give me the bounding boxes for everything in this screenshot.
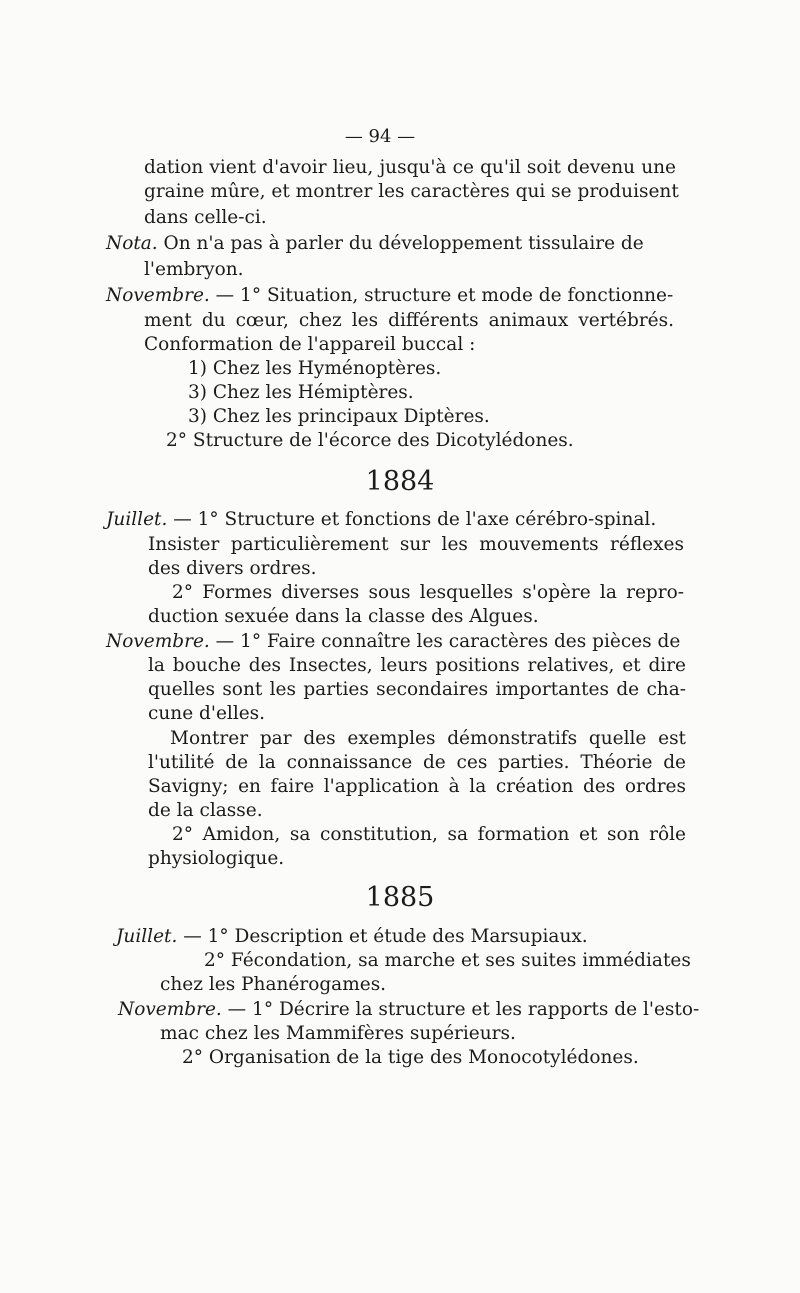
text-line: Conformation de l'appareil buccal : bbox=[144, 334, 476, 355]
year-heading: 1885 bbox=[365, 882, 435, 913]
text-line: l'embryon. bbox=[144, 259, 244, 280]
text-line: 2° Amidon, sa constitution, sa formation et son rôle bbox=[172, 824, 686, 845]
line-text: — 1° Structure et fonctions de l'axe cérébro-spinal. bbox=[167, 509, 657, 530]
text-line: ment du cœur, chez les différents animaux vertébrés. bbox=[144, 310, 674, 331]
text-line: de la classe. bbox=[148, 800, 263, 821]
line-text: — 1° Décrire la structure et les rapports de l'esto- bbox=[221, 999, 700, 1020]
line-lead: Juillet. bbox=[116, 926, 178, 947]
text-line: graine mûre, et montrer les caractères qui se produisent bbox=[144, 181, 679, 202]
line-text: On n'a pas à parler du développement tissulaire de bbox=[157, 233, 644, 254]
text-line: l'utilité de la connaissance de ces parties. Théorie de bbox=[148, 752, 686, 773]
text-line: 2° Organisation de la tige des Monocotylédones. bbox=[182, 1047, 639, 1068]
section-line bbox=[116, 925, 588, 949]
line-text: — 1° Description et étude des Marsupiaux. bbox=[177, 926, 588, 947]
page-number: — 94 — bbox=[344, 126, 416, 147]
line-lead: Novembre. bbox=[106, 285, 210, 306]
text-line: dans celle-ci. bbox=[144, 207, 267, 228]
line-lead: Juillet. bbox=[106, 509, 168, 530]
text-line: 2° Formes diverses sous lesquelles s'opère la repro- bbox=[172, 582, 684, 603]
text-line: quelles sont les parties secondaires importantes de cha- bbox=[148, 679, 686, 700]
section-line bbox=[106, 284, 673, 308]
section-line bbox=[106, 508, 656, 532]
nota-line bbox=[106, 232, 644, 256]
line-text: — 1° Situation, structure et mode de fonctionne- bbox=[209, 285, 674, 306]
line-lead: Nota. bbox=[106, 233, 158, 254]
text-line: 2° Fécondation, sa marche et ses suites immédiates bbox=[204, 950, 691, 971]
text-line: 2° Structure de l'écorce des Dicotylédones. bbox=[166, 430, 574, 451]
text-line: 3) Chez les principaux Diptères. bbox=[188, 406, 490, 427]
line-lead: Novembre. bbox=[118, 999, 222, 1020]
text-line: cune d'elles. bbox=[148, 703, 266, 724]
text-line: 3) Chez les Hémiptères. bbox=[188, 382, 414, 403]
text-line: dation vient d'avoir lieu, jusqu'à ce qu'il soit devenu une bbox=[144, 157, 676, 178]
text-line: physiologique. bbox=[148, 848, 285, 869]
line-lead: Novembre. bbox=[106, 631, 210, 652]
text-line: Insister particulièrement sur les mouvements réflexes bbox=[148, 534, 684, 555]
text-line: mac chez les Mammifères supérieurs. bbox=[160, 1023, 516, 1044]
text-line: duction sexuée dans la classe des Algues. bbox=[148, 606, 539, 627]
text-line: Montrer par des exemples démonstratifs quelle est bbox=[170, 728, 686, 749]
text-line: 1) Chez les Hyménoptères. bbox=[188, 358, 442, 379]
line-text: — 1° Faire connaître les caractères des pièces de bbox=[209, 631, 681, 652]
section-line bbox=[118, 998, 699, 1022]
year-heading: 1884 bbox=[365, 466, 435, 497]
section-line bbox=[106, 630, 680, 654]
text-line: la bouche des Insectes, leurs positions relatives, et dire bbox=[148, 655, 686, 676]
text-line: Savigny; en faire l'application à la création des ordres bbox=[148, 776, 686, 797]
text-line: des divers ordres. bbox=[148, 558, 317, 579]
text-line: chez les Phanérogames. bbox=[160, 974, 387, 995]
